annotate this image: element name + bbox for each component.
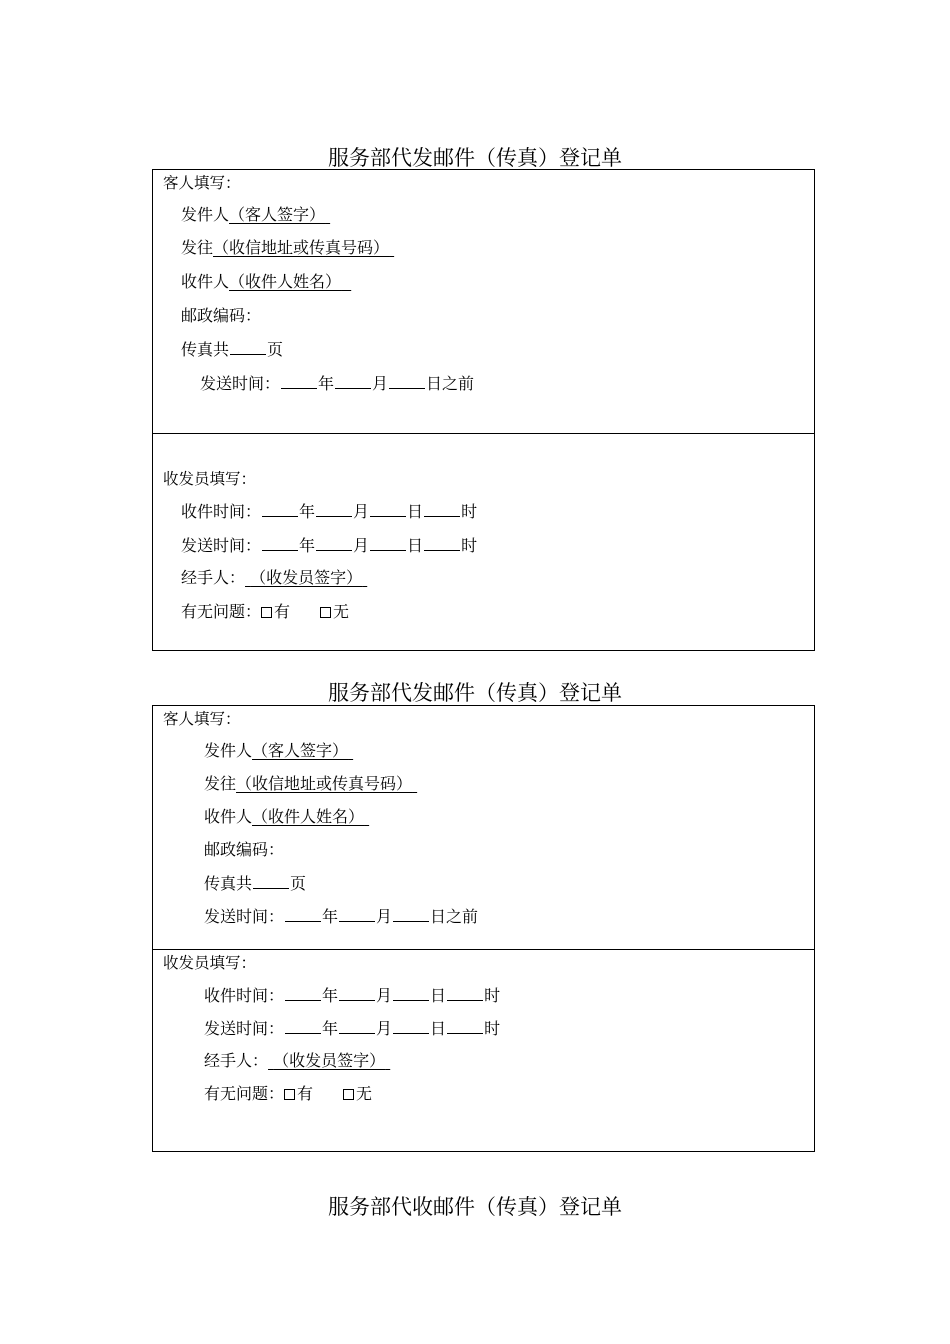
month-label: 月 (376, 907, 393, 926)
day-field[interactable] (393, 905, 429, 922)
hour-label: 时 (461, 502, 478, 521)
send-to-row (204, 773, 417, 795)
no-checkbox[interactable] (320, 607, 331, 618)
hour-field[interactable] (424, 534, 460, 551)
form-2-clerk-section (153, 949, 814, 1151)
month-field[interactable] (339, 1017, 375, 1034)
fax-pages-unit: 页 (290, 874, 307, 893)
postcode-label: 邮政编码： (181, 306, 262, 325)
year-field[interactable] (285, 905, 321, 922)
send-time-row (204, 1017, 500, 1040)
yes-label: 有 (274, 602, 291, 621)
month-label: 月 (376, 1019, 393, 1038)
form-1-clerk-section (153, 433, 814, 650)
year-field[interactable] (285, 1017, 321, 1034)
fax-pages-field[interactable] (230, 338, 266, 355)
month-field[interactable] (335, 372, 371, 389)
year-label: 年 (322, 986, 339, 1005)
day-label: 日 (430, 986, 447, 1005)
fax-pages-row (181, 338, 283, 361)
yes-checkbox[interactable] (261, 607, 272, 618)
before-day-label: 日之前 (430, 907, 479, 926)
yes-label: 有 (297, 1084, 314, 1103)
sender-label: 发件人 (181, 205, 230, 224)
sender-signature-field[interactable]: （客人签字） (252, 741, 349, 760)
fax-pages-label: 传真共 (181, 340, 230, 359)
customer-heading: 客人填写： (163, 710, 241, 728)
send-to-field[interactable]: （收信地址或传真号码） (236, 774, 413, 793)
receive-time-row (181, 500, 477, 523)
form-3-title: 服务部代收邮件（传真）登记单 (328, 1195, 622, 1219)
form-2-customer-section (153, 706, 814, 949)
clerk-heading: 收发员填写： (163, 954, 257, 972)
send-time-label: 发送时间： (204, 907, 285, 926)
send-time-label: 发送时间： (200, 374, 281, 393)
send-deadline-row (204, 905, 478, 928)
customer-heading: 客人填写： (163, 174, 241, 192)
before-day-label: 日之前 (426, 374, 475, 393)
hour-field[interactable] (447, 984, 483, 1001)
month-field[interactable] (339, 905, 375, 922)
send-to-row (181, 237, 394, 259)
day-field[interactable] (393, 1017, 429, 1034)
year-label: 年 (299, 502, 316, 521)
no-checkbox[interactable] (343, 1089, 354, 1100)
form-2 (152, 705, 815, 1152)
issues-row (204, 1083, 372, 1105)
month-label: 月 (353, 502, 370, 521)
day-label: 日 (430, 1019, 447, 1038)
send-to-label: 发往 (204, 774, 237, 793)
month-field[interactable] (339, 984, 375, 1001)
handler-label: 经手人： (204, 1051, 269, 1070)
day-field[interactable] (389, 372, 425, 389)
day-field[interactable] (370, 534, 406, 551)
receive-time-row (204, 984, 500, 1007)
send-time-label: 发送时间： (204, 1019, 285, 1038)
no-label: 无 (333, 602, 350, 621)
hour-label: 时 (461, 536, 478, 555)
hour-field[interactable] (447, 1017, 483, 1034)
sender-row (181, 204, 330, 226)
issues-label: 有无问题： (204, 1084, 285, 1103)
fax-pages-row (204, 872, 306, 895)
send-to-field[interactable]: （收信地址或传真号码） (213, 238, 390, 257)
send-time-label: 发送时间： (181, 536, 262, 555)
handler-row (204, 1050, 390, 1072)
issues-row (181, 601, 349, 623)
day-label: 日 (407, 536, 424, 555)
month-label: 月 (372, 374, 389, 393)
handler-signature-field[interactable]: （收发员签字） (273, 1051, 386, 1070)
send-time-row (181, 534, 477, 557)
form-1-title: 服务部代发邮件（传真）登记单 (328, 146, 622, 170)
fax-pages-label: 传真共 (204, 874, 253, 893)
month-label: 月 (353, 536, 370, 555)
month-field[interactable] (316, 534, 352, 551)
handler-label: 经手人： (181, 568, 246, 587)
hour-label: 时 (484, 986, 501, 1005)
month-label: 月 (376, 986, 393, 1005)
year-label: 年 (299, 536, 316, 555)
day-field[interactable] (370, 500, 406, 517)
day-field[interactable] (393, 984, 429, 1001)
send-deadline-row (200, 372, 474, 395)
sender-row (204, 740, 353, 762)
year-field[interactable] (262, 534, 298, 551)
handler-signature-field[interactable]: （收发员签字） (250, 568, 363, 587)
receive-time-label: 收件时间： (181, 502, 262, 521)
recipient-label: 收件人 (181, 272, 230, 291)
fax-pages-unit: 页 (267, 340, 284, 359)
year-label: 年 (322, 1019, 339, 1038)
form-1-customer-section (153, 170, 814, 433)
year-field[interactable] (285, 984, 321, 1001)
postcode-row (181, 305, 261, 327)
postcode-label: 邮政编码： (204, 840, 285, 859)
hour-field[interactable] (424, 500, 460, 517)
form-1 (152, 169, 815, 651)
year-field[interactable] (281, 372, 317, 389)
form-2-title: 服务部代发邮件（传真）登记单 (328, 681, 622, 705)
year-label: 年 (318, 374, 335, 393)
clerk-heading: 收发员填写： (163, 470, 257, 488)
no-label: 无 (356, 1084, 373, 1103)
recipient-name-field[interactable]: （收件人姓名） (229, 272, 342, 291)
receive-time-label: 收件时间： (204, 986, 285, 1005)
sender-label: 发件人 (204, 741, 253, 760)
recipient-label: 收件人 (204, 807, 253, 826)
month-field[interactable] (316, 500, 352, 517)
postcode-row (204, 839, 284, 861)
send-to-label: 发往 (181, 238, 214, 257)
year-field[interactable] (262, 500, 298, 517)
recipient-row (204, 806, 369, 828)
handler-row (181, 567, 367, 589)
issues-label: 有无问题： (181, 602, 262, 621)
recipient-row (181, 271, 351, 293)
recipient-name-field[interactable]: （收件人姓名） (252, 807, 365, 826)
hour-label: 时 (484, 1019, 501, 1038)
day-label: 日 (407, 502, 424, 521)
sender-signature-field[interactable]: （客人签字） (229, 205, 326, 224)
yes-checkbox[interactable] (284, 1089, 295, 1100)
year-label: 年 (322, 907, 339, 926)
fax-pages-field[interactable] (253, 872, 289, 889)
